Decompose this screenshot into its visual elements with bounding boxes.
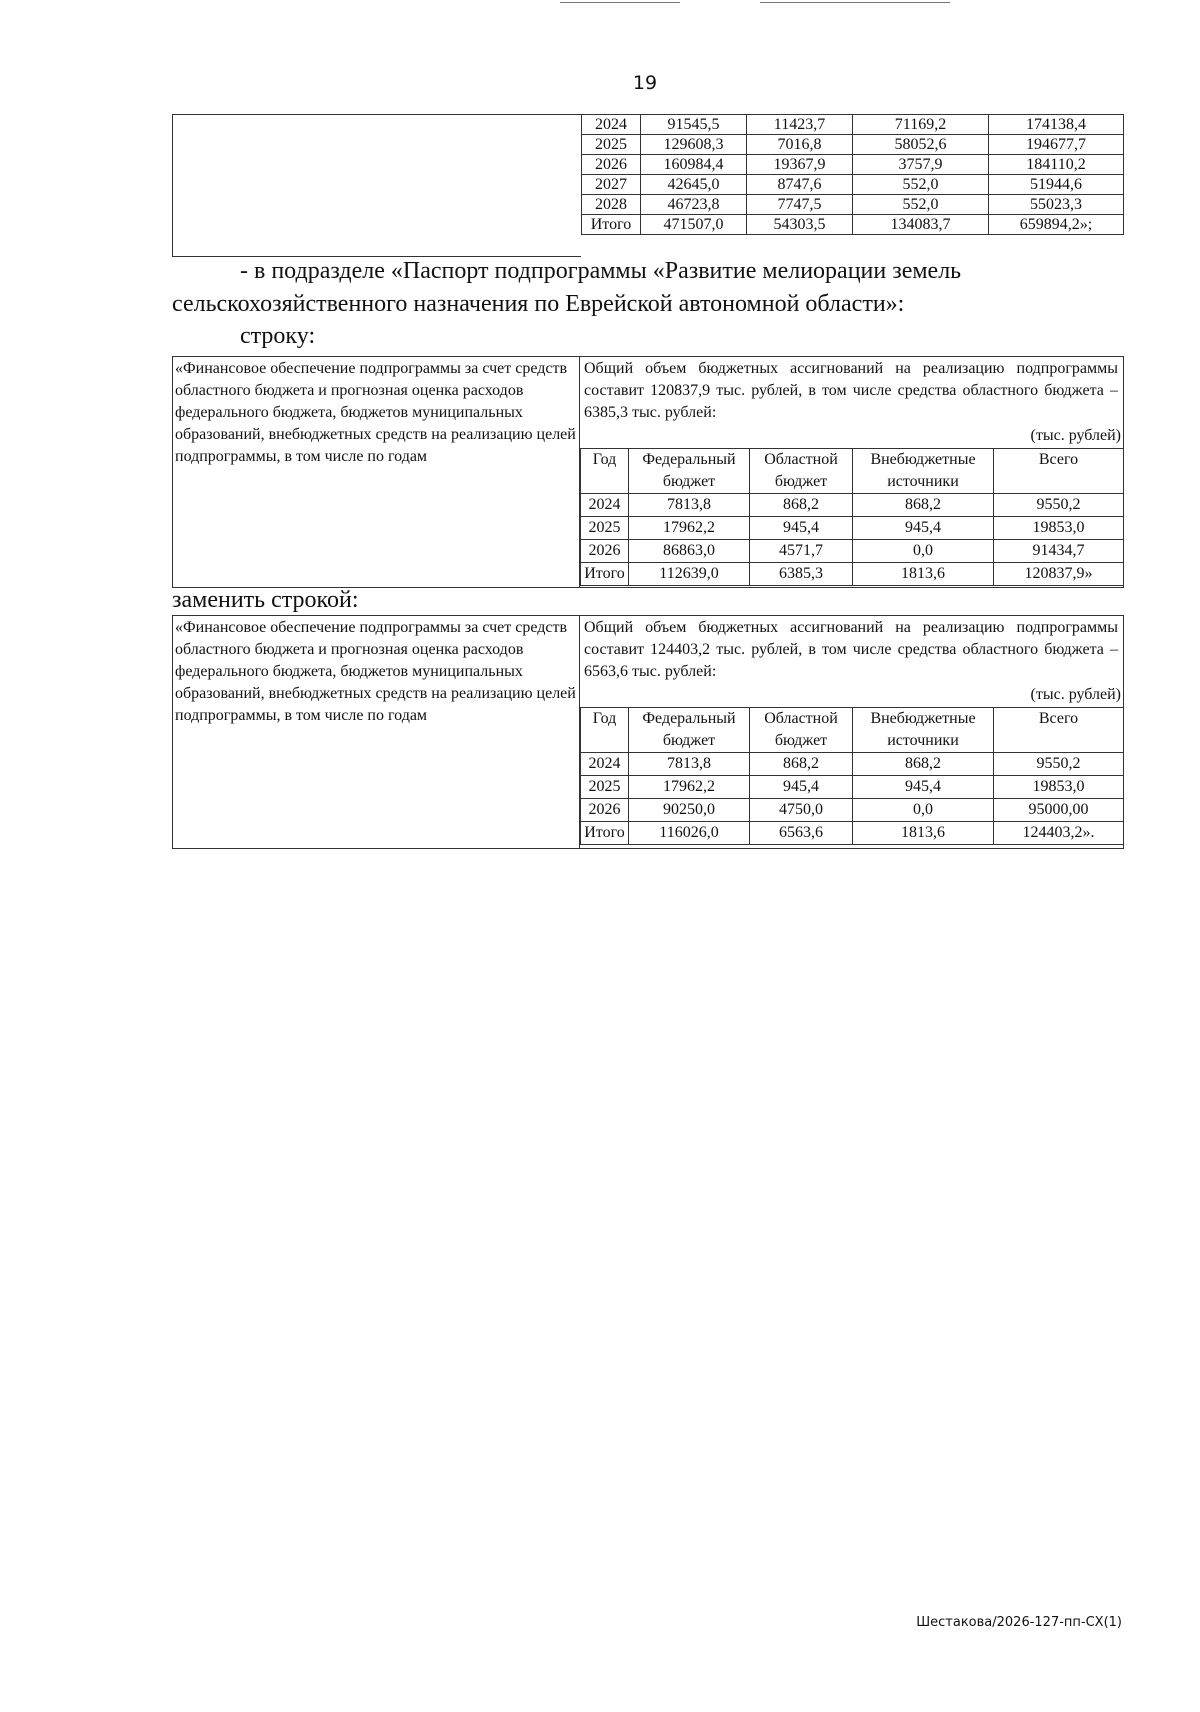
old-passport-row <box>172 356 1124 588</box>
table-cell: 19853,0 <box>994 776 1124 799</box>
table-cell: 6563,6 <box>750 822 853 845</box>
table-cell: 7016,8 <box>747 135 853 155</box>
scan-artifact-line <box>760 2 950 3</box>
table-cell: 9550,2 <box>994 753 1124 776</box>
year-cell: Итого <box>581 822 629 845</box>
intro-line-1: - в подразделе «Паспорт подпрограммы «Развитие мелиорации земель <box>240 258 962 284</box>
table-cell: 86863,0 <box>629 540 750 563</box>
table-cell: 4571,7 <box>750 540 853 563</box>
new-passport-row <box>172 615 1124 849</box>
table-cell: 95000,00 <box>994 799 1124 822</box>
table-cell: 120837,9» <box>994 563 1124 586</box>
table-cell: 945,4 <box>750 776 853 799</box>
table-cell: 19367,9 <box>747 155 853 175</box>
table-cell: 945,4 <box>853 776 994 799</box>
table-cell: 9550,2 <box>994 494 1124 517</box>
column-header: Федеральный бюджет <box>629 449 750 494</box>
new-row-description: «Финансовое обеспечение подпрограммы за счет средств областного бюджета и прогнозная оценка расходов федерального бюджета, бюджетов муниципальных образований, внебюджетных средств на реализацию целей подпрограммы, в том числе по годам <box>173 616 580 848</box>
table-cell: 0,0 <box>853 799 994 822</box>
old-row-description: «Финансовое обеспечение подпрограммы за счет средств областного бюджета и прогнозная оценка расходов федерального бюджета, бюджетов муниципальных образований, внебюджетных средств на реализацию целей подпрограммы, в том числе по годам <box>173 357 580 587</box>
table-cell: 945,4 <box>750 517 853 540</box>
table-cell: 55023,3 <box>989 195 1124 215</box>
table-cell: 116026,0 <box>629 822 750 845</box>
table-cell: 7813,8 <box>629 753 750 776</box>
year-cell: 2026 <box>582 155 641 175</box>
year-cell: 2028 <box>582 195 641 215</box>
column-header: Областной бюджет <box>750 449 853 494</box>
year-cell: 2026 <box>581 540 629 563</box>
table-cell: 90250,0 <box>629 799 750 822</box>
table-cell: 51944,6 <box>989 175 1124 195</box>
replace-label: заменить строкой: <box>172 587 359 613</box>
intro-line-2: сельскохозяйственного назначения по Еврейской автономной области»: <box>172 291 905 317</box>
table-cell: 46723,8 <box>641 195 747 215</box>
year-cell: 2027 <box>582 175 641 195</box>
year-cell: 2026 <box>581 799 629 822</box>
table-row <box>581 776 1124 799</box>
table-cell: 58052,6 <box>853 135 989 155</box>
table-row-total <box>581 563 1124 586</box>
table-row <box>581 799 1124 822</box>
table-cell: 868,2 <box>853 494 994 517</box>
continued-finance-grid <box>581 114 1124 235</box>
table-cell: 54303,5 <box>747 215 853 235</box>
scan-artifact-line <box>560 2 680 3</box>
table-cell: 17962,2 <box>629 517 750 540</box>
table-cell: 6385,3 <box>750 563 853 586</box>
table-cell: 552,0 <box>853 195 989 215</box>
column-header: Внебюджетные источники <box>853 708 994 753</box>
new-finance-table <box>580 707 1124 845</box>
table-cell: 868,2 <box>853 753 994 776</box>
year-cell: 2024 <box>581 494 629 517</box>
continued-finance-table <box>172 114 1123 257</box>
year-cell: Итого <box>582 215 641 235</box>
new-row-units: (тыс. рублей) <box>1030 686 1121 703</box>
table-cell: 4750,0 <box>750 799 853 822</box>
table-cell: 124403,2». <box>994 822 1124 845</box>
table-header-row <box>581 708 1124 753</box>
table-cell: 8747,6 <box>747 175 853 195</box>
table-cell: 184110,2 <box>989 155 1124 175</box>
table-cell: 42645,0 <box>641 175 747 195</box>
table-cell: 129608,3 <box>641 135 747 155</box>
table-row-total <box>581 822 1124 845</box>
table-cell: 112639,0 <box>629 563 750 586</box>
year-cell: 2025 <box>581 776 629 799</box>
table-row <box>581 540 1124 563</box>
table-row <box>581 494 1124 517</box>
table-cell: 471507,0 <box>641 215 747 235</box>
table-cell: 91545,5 <box>641 115 747 135</box>
page-number: 19 <box>632 72 658 94</box>
old-row-units: (тыс. рублей) <box>1030 427 1121 444</box>
table-cell: 868,2 <box>750 753 853 776</box>
table-cell: 659894,2»; <box>989 215 1124 235</box>
table-cell: 194677,7 <box>989 135 1124 155</box>
continued-table-left-cell <box>173 114 581 257</box>
old-finance-table <box>580 448 1124 586</box>
table-row <box>582 155 1124 175</box>
table-row <box>582 175 1124 195</box>
table-row <box>581 517 1124 540</box>
year-cell: 2024 <box>581 753 629 776</box>
year-cell: Итого <box>581 563 629 586</box>
table-row <box>582 195 1124 215</box>
table-cell: 3757,9 <box>853 155 989 175</box>
column-header: Всего <box>994 708 1124 753</box>
table-header-row <box>581 449 1124 494</box>
year-cell: 2025 <box>581 517 629 540</box>
table-row <box>581 753 1124 776</box>
document-code: Шестакова/2026-127-пп-СХ(1) <box>916 1615 1122 1630</box>
table-row-total <box>582 215 1124 235</box>
year-cell: 2024 <box>582 115 641 135</box>
column-header: Внебюджетные источники <box>853 449 994 494</box>
table-cell: 945,4 <box>853 517 994 540</box>
table-cell: 7813,8 <box>629 494 750 517</box>
year-cell: 2025 <box>582 135 641 155</box>
table-row <box>582 135 1124 155</box>
table-cell: 0,0 <box>853 540 994 563</box>
column-header: Областной бюджет <box>750 708 853 753</box>
table-cell: 868,2 <box>750 494 853 517</box>
table-cell: 552,0 <box>853 175 989 195</box>
new-row-summary: Общий объем бюджетных ассигнований на реализацию подпрограммы составит 124403,2 тыс. рублей, в том числе средства областного бюджета – 6563,6 тыс. рублей: <box>584 619 1118 680</box>
column-header: Год <box>581 708 629 753</box>
table-cell: 91434,7 <box>994 540 1124 563</box>
table-cell: 160984,4 <box>641 155 747 175</box>
column-header: Всего <box>994 449 1124 494</box>
table-cell: 17962,2 <box>629 776 750 799</box>
column-header: Год <box>581 449 629 494</box>
old-row-summary: Общий объем бюджетных ассигнований на реализацию подпрограммы составит 120837,9 тыс. рублей, в том числе средства областного бюджета – 6385,3 тыс. рублей: <box>584 360 1118 421</box>
table-cell: 174138,4 <box>989 115 1124 135</box>
table-cell: 7747,5 <box>747 195 853 215</box>
table-cell: 19853,0 <box>994 517 1124 540</box>
table-cell: 71169,2 <box>853 115 989 135</box>
table-row <box>582 115 1124 135</box>
table-cell: 1813,6 <box>853 563 994 586</box>
intro-line-3: строку: <box>240 323 316 349</box>
table-cell: 134083,7 <box>853 215 989 235</box>
table-cell: 1813,6 <box>853 822 994 845</box>
table-cell: 11423,7 <box>747 115 853 135</box>
column-header: Федеральный бюджет <box>629 708 750 753</box>
